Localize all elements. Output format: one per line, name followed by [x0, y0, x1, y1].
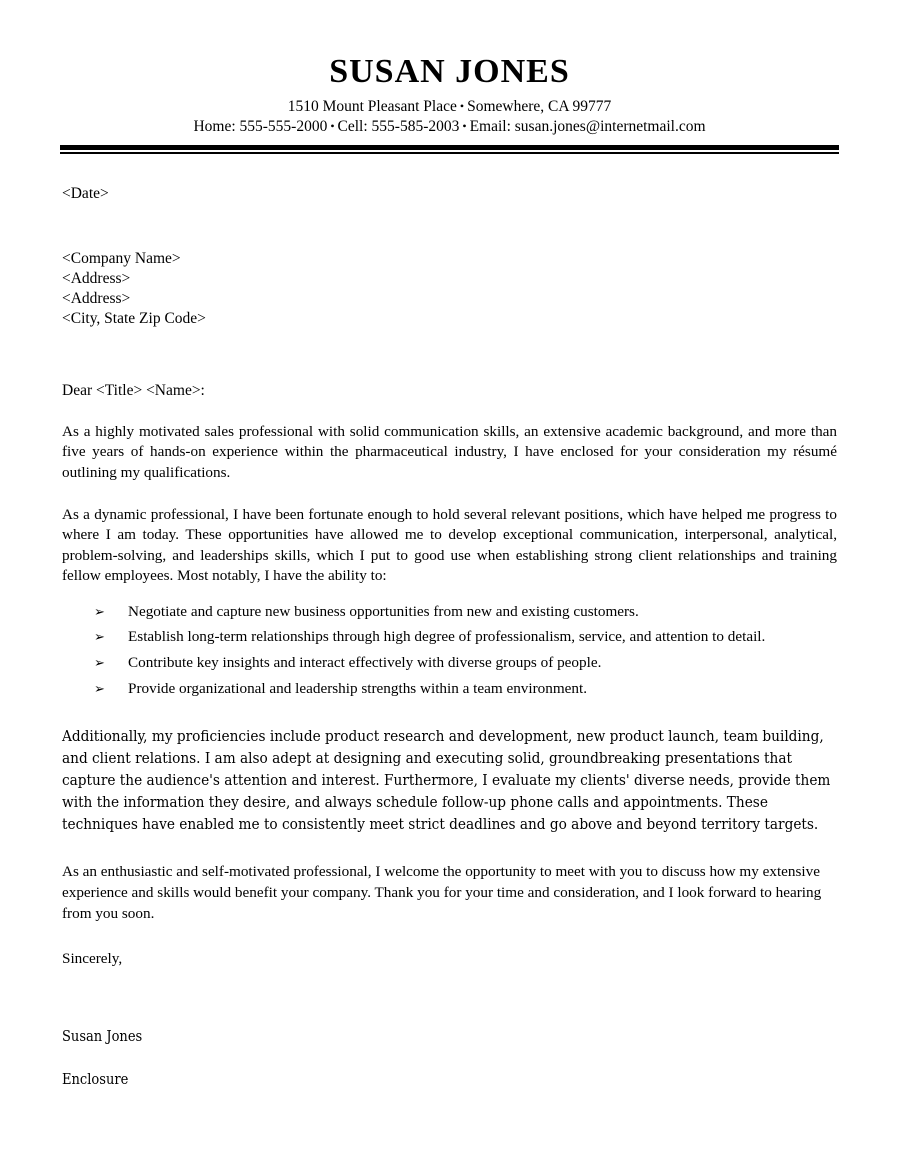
paragraph-closing: As an enthusiastic and self-motivated professional, I welcome the opportunity to meet with you to discuss how my extensive experience and skills would benefit your company. Thank you for your time and consideration, and I look forward to hearing from you soon. [62, 862, 822, 923]
home-phone: Home: 555-555-2000 [193, 118, 328, 136]
paragraph-proficiencies: Additionally, my proficiencies include product research and development, new product launch, team building, and client relations. I am also adept at designing and executing solid, groundbreaking presentations that capture the audience's attention and interest. Furthermore, I evaluate my clients' diverse needs, provide them with the information they desire, and always schedule follow-up phone calls and appointments. These techniques have enabled me to consistently meet strict deadlines and go above and beyond territory targets. [62, 726, 831, 833]
paragraph-experience: As a dynamic professional, I have been fortunate enough to hold several relevant positions, which have helped me progress to where I am today. These opportunities have allowed me to develop exceptional communication, interpersonal, analytical, problem-solving, and leaderships skills, which I put to good use when establishing strong client relationships and training fellow employees. Most notably, I have the ability to: [62, 506, 837, 585]
list-item-label: Establish long-term relationships through high degree of professionalism, service, and attention to detail. [128, 628, 766, 646]
paragraph-intro: As a highly motivated sales professional with solid communication skills, an extensive academic background, and more than five years of hands-on experience within the pharmaceutical industry, I have enclosed for your consideration my résumé outlining my qualifications. [62, 422, 837, 481]
arrow-bullet-icon: ➢ [94, 629, 105, 645]
city-state-zip: Somewhere, CA 99777 [467, 98, 612, 115]
list-item-label: Contribute key insights and interact effectively with diverse groups of people. [128, 654, 602, 672]
list-item-label: Negotiate and capture new business opportunities from new and existing customers. [128, 602, 639, 620]
separator-dot: • [459, 98, 465, 113]
salutation: Dear <Title> <Name>: [62, 381, 205, 399]
street-address: 1510 Mount Pleasant Place [287, 98, 457, 115]
list-item-label: Provide organizational and leadership strengths within a team environment. [128, 679, 588, 697]
letter-body [0, 184, 899, 1090]
recipient-address-2: <Address> [62, 289, 131, 307]
recipient-city-state-zip: <City, State Zip Code> [62, 309, 206, 327]
arrow-bullet-icon: ➢ [94, 655, 105, 671]
separator-dot: • [330, 118, 335, 133]
letterhead-divider [0, 145, 899, 154]
arrow-bullet-icon: ➢ [94, 603, 105, 619]
date-placeholder: <Date> [62, 184, 109, 202]
email-address: Email: susan.jones@internetmail.com [469, 118, 706, 136]
letterhead-address-line [0, 97, 899, 117]
divider-thin-line [60, 152, 839, 154]
recipient-address-1: <Address> [62, 270, 131, 288]
enclosure-note: Enclosure [62, 1072, 129, 1089]
cell-phone: Cell: 555-585-2003 [337, 118, 460, 136]
letterhead [0, 0, 899, 138]
ability-bullet-list [62, 602, 837, 699]
arrow-bullet-icon: ➢ [94, 680, 105, 696]
list-item [62, 602, 837, 622]
list-item [62, 627, 837, 647]
separator-dot: • [462, 118, 467, 133]
letterhead-contact-line [0, 117, 899, 137]
recipient-company: <Company Name> [62, 250, 181, 268]
signoff-line: Sincerely, [62, 949, 123, 967]
signature-name: Susan Jones [62, 1029, 143, 1046]
applicant-name: SUSAN JONES [329, 53, 570, 90]
list-item [62, 679, 837, 699]
list-item [62, 653, 837, 673]
recipient-address-block [62, 249, 837, 328]
